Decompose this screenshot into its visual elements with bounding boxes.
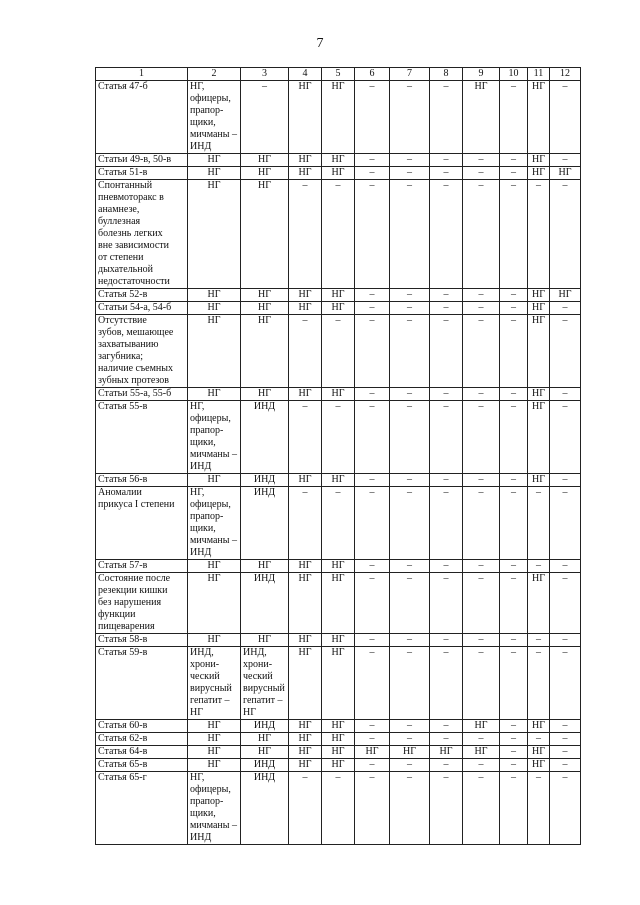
table-cell: НГ [241, 154, 289, 167]
row-label-cell: Статья 47-б [96, 81, 188, 154]
column-header: 1 [96, 68, 188, 81]
table-cell: – [355, 289, 390, 302]
table-cell: – [500, 302, 528, 315]
table-cell: – [430, 487, 463, 560]
table-cell: – [463, 772, 500, 845]
table-cell: – [390, 167, 430, 180]
table-cell: – [528, 733, 550, 746]
table-cell: – [463, 647, 500, 720]
table-cell: НГ [550, 167, 581, 180]
table-cell: ИНД [241, 772, 289, 845]
table-cell: НГ [322, 474, 355, 487]
table-cell: – [550, 733, 581, 746]
table-row [96, 167, 581, 180]
table-cell: – [463, 487, 500, 560]
table-cell: НГ [289, 759, 322, 772]
table-cell: ИНД [241, 573, 289, 634]
table-cell: НГ [188, 474, 241, 487]
table-cell: – [390, 81, 430, 154]
table-cell: НГ [289, 720, 322, 733]
table-cell: – [463, 302, 500, 315]
row-label-cell: Статья 56-в [96, 474, 188, 487]
table-cell: – [430, 167, 463, 180]
table-cell: – [550, 315, 581, 388]
table-cell: – [500, 401, 528, 474]
table-cell: – [528, 560, 550, 573]
table-cell: НГ [550, 289, 581, 302]
table-cell: НГ [289, 302, 322, 315]
table-cell: – [322, 180, 355, 289]
table-cell: – [550, 746, 581, 759]
table-cell: – [528, 772, 550, 845]
table-cell: – [500, 573, 528, 634]
table-cell: НГ [463, 720, 500, 733]
table-cell: – [500, 474, 528, 487]
table-cell: – [463, 388, 500, 401]
table-row [96, 772, 581, 845]
table-cell: – [390, 315, 430, 388]
table-row [96, 81, 581, 154]
header-row [96, 68, 581, 81]
table-row [96, 647, 581, 720]
table-cell: – [463, 474, 500, 487]
table-cell: НГ, офицеры, прапор- щики, мичманы – ИНД [188, 487, 241, 560]
table-cell: НГ [430, 746, 463, 759]
table-cell: – [430, 733, 463, 746]
table-cell: – [463, 733, 500, 746]
table-row [96, 474, 581, 487]
table-cell: НГ [289, 167, 322, 180]
table-cell: НГ [188, 180, 241, 289]
table-cell: – [463, 315, 500, 388]
table-cell: – [430, 560, 463, 573]
table-cell: НГ [289, 573, 322, 634]
row-label-cell: Статья 60-в [96, 720, 188, 733]
row-label-cell: Статьи 49-в, 50-в [96, 154, 188, 167]
table-cell: НГ [528, 388, 550, 401]
table-cell: – [500, 315, 528, 388]
table-cell: – [500, 81, 528, 154]
table-cell: – [390, 759, 430, 772]
column-header: 10 [500, 68, 528, 81]
table-cell: – [322, 401, 355, 474]
column-header: 8 [430, 68, 463, 81]
table-cell: – [355, 759, 390, 772]
table-cell: НГ [322, 647, 355, 720]
table-cell: – [500, 647, 528, 720]
table-cell: – [390, 302, 430, 315]
table-cell: – [355, 388, 390, 401]
table-cell: – [355, 720, 390, 733]
table-cell: – [390, 560, 430, 573]
table-cell: – [430, 634, 463, 647]
table-cell: НГ [322, 733, 355, 746]
table-cell: ИНД [241, 759, 289, 772]
table-cell: – [463, 560, 500, 573]
table-cell: НГ [322, 302, 355, 315]
table-cell: – [550, 647, 581, 720]
table-cell: НГ [463, 746, 500, 759]
table-cell: ИНД, хрони- ческий вирусный гепатит – НГ [241, 647, 289, 720]
table-cell: НГ [188, 167, 241, 180]
table-cell: – [289, 487, 322, 560]
column-header: 7 [390, 68, 430, 81]
table-row [96, 487, 581, 560]
column-header: 11 [528, 68, 550, 81]
row-label-cell: Статья 62-в [96, 733, 188, 746]
column-header: 3 [241, 68, 289, 81]
table-cell: – [390, 634, 430, 647]
table-row [96, 746, 581, 759]
table-cell: – [430, 401, 463, 474]
table-cell: – [500, 167, 528, 180]
table-cell: – [500, 388, 528, 401]
table-cell: НГ [322, 388, 355, 401]
table-row [96, 573, 581, 634]
row-label-cell: Статья 65-г [96, 772, 188, 845]
table-cell: НГ [528, 759, 550, 772]
table-cell: НГ [289, 560, 322, 573]
table-cell: – [500, 733, 528, 746]
table-cell: – [355, 647, 390, 720]
table-cell: – [463, 289, 500, 302]
table-cell: – [550, 388, 581, 401]
table-cell: НГ [188, 720, 241, 733]
table-cell: – [550, 180, 581, 289]
table-cell: – [355, 487, 390, 560]
table-cell: – [390, 772, 430, 845]
table-cell: НГ [188, 302, 241, 315]
table-cell: – [463, 154, 500, 167]
table-cell: – [430, 772, 463, 845]
table-cell: НГ [188, 388, 241, 401]
table-cell: – [355, 560, 390, 573]
table-cell: – [430, 474, 463, 487]
table-row [96, 154, 581, 167]
table-row [96, 388, 581, 401]
table-cell: НГ [188, 733, 241, 746]
table-cell: ИНД [241, 474, 289, 487]
table-cell: НГ [241, 560, 289, 573]
table-cell: НГ [322, 746, 355, 759]
table-cell: – [355, 180, 390, 289]
table-row [96, 733, 581, 746]
table-cell: – [355, 772, 390, 845]
table-cell: НГ [289, 81, 322, 154]
table-cell: – [528, 180, 550, 289]
table-cell: – [355, 474, 390, 487]
row-label-cell: Статьи 55-а, 55-б [96, 388, 188, 401]
table-cell: – [528, 634, 550, 647]
table-cell: – [500, 720, 528, 733]
table-cell: НГ [322, 573, 355, 634]
table-cell: – [463, 180, 500, 289]
table-cell: НГ [528, 720, 550, 733]
table-cell: ИНД [241, 401, 289, 474]
table-cell: НГ [528, 289, 550, 302]
table-cell: ИНД [241, 487, 289, 560]
table-row [96, 401, 581, 474]
table-cell: НГ [322, 154, 355, 167]
table-cell: – [528, 647, 550, 720]
table-cell: НГ [528, 315, 550, 388]
table-cell: НГ [241, 289, 289, 302]
table-cell: – [550, 772, 581, 845]
table-cell: – [463, 573, 500, 634]
table-cell: НГ [528, 746, 550, 759]
table-cell: – [241, 81, 289, 154]
table-cell: ИНД [241, 720, 289, 733]
table-cell: – [500, 289, 528, 302]
table-cell: – [430, 647, 463, 720]
table-cell: НГ [322, 167, 355, 180]
table-row [96, 759, 581, 772]
table-cell: – [355, 573, 390, 634]
table-cell: – [500, 759, 528, 772]
table-cell: НГ [188, 746, 241, 759]
table-cell: – [430, 81, 463, 154]
table-cell: НГ [322, 634, 355, 647]
table-cell: НГ [528, 154, 550, 167]
table-cell: НГ [322, 81, 355, 154]
table-cell: НГ [289, 154, 322, 167]
table-cell: – [322, 487, 355, 560]
table-row [96, 302, 581, 315]
table-row [96, 560, 581, 573]
table-cell: – [289, 772, 322, 845]
column-header: 9 [463, 68, 500, 81]
row-label-cell: Статья 58-в [96, 634, 188, 647]
table-cell: – [390, 647, 430, 720]
table-cell: НГ [528, 401, 550, 474]
table-cell: НГ [322, 560, 355, 573]
row-label-cell: Состояние после резекции кишки без нарушения функции пищеварения [96, 573, 188, 634]
table-cell: – [430, 573, 463, 634]
table-cell: – [430, 315, 463, 388]
row-label-cell: Статья 55-в [96, 401, 188, 474]
table-cell: НГ [528, 302, 550, 315]
row-label-cell: Спонтанный пневмоторакс в анамнезе, буллезная болезнь легких вне зависимости от степени дыхательной недостаточности [96, 180, 188, 289]
table-row [96, 315, 581, 388]
table-cell: ИНД, хрони- ческий вирусный гепатит – НГ [188, 647, 241, 720]
table-cell: – [550, 759, 581, 772]
row-label-cell: Статьи 54-а, 54-б [96, 302, 188, 315]
table-cell: – [463, 401, 500, 474]
column-header: 2 [188, 68, 241, 81]
table-cell: – [550, 487, 581, 560]
table-cell: – [500, 180, 528, 289]
table-cell: – [430, 180, 463, 289]
table-cell: – [355, 401, 390, 474]
table-cell: – [390, 720, 430, 733]
table-cell: НГ [390, 746, 430, 759]
table-cell: НГ [289, 289, 322, 302]
table-cell: – [500, 487, 528, 560]
table-cell: – [289, 180, 322, 289]
table-cell: – [550, 154, 581, 167]
row-label-cell: Статья 51-в [96, 167, 188, 180]
table-cell: – [289, 315, 322, 388]
table-row [96, 720, 581, 733]
table-cell: – [528, 487, 550, 560]
table-cell: НГ [289, 733, 322, 746]
table-cell: – [550, 302, 581, 315]
column-header: 6 [355, 68, 390, 81]
table-cell: НГ [289, 388, 322, 401]
table-cell: – [390, 474, 430, 487]
column-header: 12 [550, 68, 581, 81]
table-cell: НГ [241, 634, 289, 647]
table-cell: НГ [241, 733, 289, 746]
table-cell: – [550, 474, 581, 487]
table-cell: – [550, 720, 581, 733]
table-cell: – [550, 81, 581, 154]
table-cell: НГ [241, 302, 289, 315]
table-cell: НГ [528, 573, 550, 634]
table-cell: – [550, 560, 581, 573]
row-label-cell: Статья 57-в [96, 560, 188, 573]
row-label-cell: Статья 64-в [96, 746, 188, 759]
table-cell: – [390, 388, 430, 401]
table-cell: – [289, 401, 322, 474]
table-row [96, 634, 581, 647]
row-label-cell: Статья 59-в [96, 647, 188, 720]
page-number: 7 [316, 36, 324, 51]
row-label-cell: Отсутствие зубов, мешающее захватыванию загубника; наличие съемных зубных протезов [96, 315, 188, 388]
table-cell: – [390, 180, 430, 289]
table-cell: НГ [241, 180, 289, 289]
table-cell: – [390, 401, 430, 474]
table-cell: – [355, 315, 390, 388]
table-cell: НГ, офицеры, прапор- щики, мичманы – ИНД [188, 81, 241, 154]
table-cell: НГ, офицеры, прапор- щики, мичманы – ИНД [188, 401, 241, 474]
table-cell: – [322, 772, 355, 845]
table-cell: – [390, 733, 430, 746]
table-cell: – [500, 154, 528, 167]
table-cell: – [550, 573, 581, 634]
table-cell: НГ [241, 746, 289, 759]
table-cell: – [355, 154, 390, 167]
table-cell: – [355, 302, 390, 315]
table-cell: НГ [528, 81, 550, 154]
table-cell: – [322, 315, 355, 388]
table-cell: – [390, 487, 430, 560]
table-cell: – [430, 154, 463, 167]
table-cell: – [390, 573, 430, 634]
table-cell: – [550, 634, 581, 647]
table-cell: – [463, 634, 500, 647]
table-cell: НГ [289, 647, 322, 720]
table-cell: – [430, 720, 463, 733]
table-cell: НГ [289, 474, 322, 487]
table-cell: НГ [188, 759, 241, 772]
table-cell: НГ [241, 388, 289, 401]
column-header: 4 [289, 68, 322, 81]
table-cell: НГ [289, 634, 322, 647]
table-cell: НГ [528, 474, 550, 487]
table-cell: – [355, 81, 390, 154]
table-body [96, 81, 581, 845]
table-cell: НГ [188, 315, 241, 388]
table-cell: НГ [241, 315, 289, 388]
table-cell: НГ [355, 746, 390, 759]
table-cell: – [500, 746, 528, 759]
table-cell: – [500, 772, 528, 845]
table-cell: – [355, 634, 390, 647]
table-cell: – [430, 302, 463, 315]
table-cell: НГ [322, 289, 355, 302]
table-cell: – [500, 634, 528, 647]
table-cell: НГ [528, 167, 550, 180]
table-row [96, 289, 581, 302]
table-cell: НГ [322, 720, 355, 733]
table-cell: НГ [188, 634, 241, 647]
table-cell: НГ [188, 573, 241, 634]
table-cell: – [355, 733, 390, 746]
table-cell: – [355, 167, 390, 180]
requirements-table [95, 67, 581, 845]
table-header [96, 68, 581, 81]
column-header: 5 [322, 68, 355, 81]
table-cell: – [463, 167, 500, 180]
table-cell: НГ [188, 560, 241, 573]
row-label-cell: Аномалии прикуса I степени [96, 487, 188, 560]
table-cell: – [430, 289, 463, 302]
table-cell: НГ [322, 759, 355, 772]
table-cell: НГ [289, 746, 322, 759]
row-label-cell: Статья 65-в [96, 759, 188, 772]
table-cell: – [463, 759, 500, 772]
table-cell: – [550, 401, 581, 474]
table-cell: НГ [188, 154, 241, 167]
table-cell: – [390, 154, 430, 167]
table-cell: НГ [241, 167, 289, 180]
table-cell: – [430, 388, 463, 401]
table-cell: – [430, 759, 463, 772]
table-row [96, 180, 581, 289]
table-cell: НГ [188, 289, 241, 302]
table-cell: НГ, офицеры, прапор- щики, мичманы – ИНД [188, 772, 241, 845]
table-cell: – [500, 560, 528, 573]
table-cell: – [390, 289, 430, 302]
table-cell: НГ [463, 81, 500, 154]
row-label-cell: Статья 52-в [96, 289, 188, 302]
